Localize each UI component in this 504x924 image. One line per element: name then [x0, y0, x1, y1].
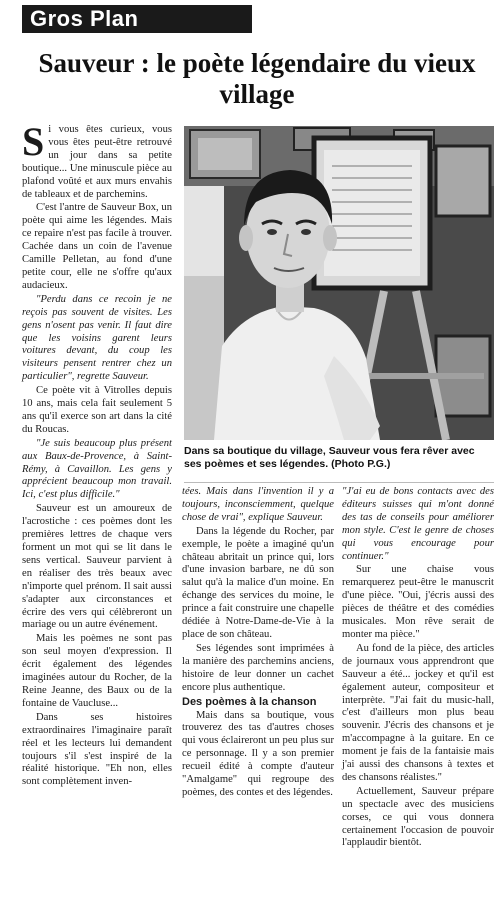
paragraph: C'est l'antre de Sauveur Box, un poète qui aime les légendes. Mais ce repaire n'est pas facile à trouver. Cachée dans un coin de l'avenue Camille Pelletan, au fond d'une petite cour, elle ne s'offre qu'aux audacieux. — [22, 202, 172, 291]
paragraph: Actuellement, Sauveur prépare un spectacle avec des musiciens corses, ce qui vous donnera certainement l'occasion de pouvoir l'applaudir bientôt. — [342, 785, 494, 849]
article-photo — [184, 126, 494, 440]
paragraph: Au fond de la pièce, des articles de journaux vous apprendront que Sauveur a été... jockey et qu'il est également auteur, compositeur et interprète. "J'ai fait du music-hall, c'est d'ailleurs mon plus beau souvenir. J'écris des chansons et je m'accompagne à la guitare. En ce moment je fais de la fantaisie mais j'ai aussi des chansons à textes et des chansons réalistes." — [342, 642, 494, 783]
paragraph: "Perdu dans ce recoin je ne reçois pas souvent de visites. Les gens n'osent pas venir. Il faut dire que les voisins garent leurs voitures devant, du coup les visiteurs pensent rentrer chez un particulier", regrette Sauveur. — [22, 293, 172, 383]
paragraph-text: i vous êtes curieux, vous vous êtes peut-être retrouvé un jour dans sa petite boutique... Une minuscule pièce au plafond voûté et aux murs envahis de tableaux et de parchemins. — [22, 124, 172, 200]
paragraph: Sur une chaise vous remarquerez peut-être le manuscrit d'une pièce. "Oui, j'écris aussi des pièces de théâtre et des comédies musicales. Mon rêve serait de monter ma pièce." — [342, 564, 494, 640]
article-headline: Sauveur : le poète légendaire du vieux village — [38, 48, 476, 109]
photo-portrait — [184, 126, 494, 440]
divider — [184, 482, 494, 483]
paragraph: Mais les poèmes ne sont pas son seul moyen d'expression. Il écrit également des légendes imaginées autour du Rocher, de la Reine Jeanne, des Baux ou de la fontaine de Vaucluse... — [22, 633, 172, 709]
paragraph: "J'ai eu de bons contacts avec des éditeurs suisses qui m'ont donné des tas de conseils pour améliorer mon style. C'est le genre de choses qui vous encourage pour continuer." — [342, 486, 494, 562]
section-rubric — [22, 5, 252, 33]
drop-cap: S — [22, 119, 45, 164]
paragraph: Mais dans sa boutique, vous trouverez des tas d'autres choses qui vous éclaireront un peu plus sur ce personnage. Il y a son premier recueil édité à compte d'auteur "Amalgame" qui regroupe des poèmes, des contes et des légendes. — [182, 709, 334, 798]
subheading: Des poèmes à la chanson — [182, 695, 317, 708]
article-column-3 — [342, 486, 494, 850]
paragraph: "Je suis beaucoup plus présent aux Baux-de-Provence, à Saint-Rémy, à Cavaillon. Les gens y apprécient beaucoup mon travail. Ici, c'est plus difficile." — [22, 437, 172, 501]
paragraph: tées. Mais dans l'invention il y a toujours, inconsciemment, quelque chose de vrai", explique Sauveur. — [182, 486, 334, 523]
rubric-label: Gros Plan — [30, 6, 139, 31]
paragraph: Dans ses histoires extraordinaires l'imaginaire paraît réel et les lecteurs lui demandent toujours s'il s'est inspiré de la réalité historique. "Eh non, elles sont complètement inven- — [22, 711, 172, 788]
article-column-2 — [182, 486, 334, 800]
paragraph: Ce poète vit à Vitrolles depuis 10 ans, mais cela fait seulement 5 ans qu'il exerce son art dans la cité du Roucas. — [22, 385, 172, 435]
paragraph — [22, 119, 172, 201]
paragraph: Ses légendes sont imprimées à la manière des parchemins anciens, histoire de leur donner un cachet encore plus authentique. — [182, 642, 334, 693]
photo-caption: Dans sa boutique du village, Sauveur vous fera rêver avec ses poèmes et ses légendes. (Photo P.G.) — [184, 445, 475, 470]
paragraph: Dans la légende du Rocher, par exemple, le poète a imaginé qu'un château abritait un prince qui, lors d'une invasion barbare, ne dû son salut qu'à la malice d'un moine. En échange des services du moine, le prince a fait construire une chapelle dédiée à Notre-Dame-de-Vie à la place de son château. — [182, 525, 334, 640]
paragraph: Sauveur est un amoureux de l'acrostiche : ces poèmes dont les premières lettres de chaque vers forment un mot qui se lit dans le sens vertical. Sauveur parvient à en réaliser des très beaux avec n'importe quel prénom. Il sait aussi s'adapter aux circonstances et écrire des vers qui célèbreront un mariage ou un autre événement. — [22, 503, 172, 631]
article-column-1 — [22, 119, 172, 789]
